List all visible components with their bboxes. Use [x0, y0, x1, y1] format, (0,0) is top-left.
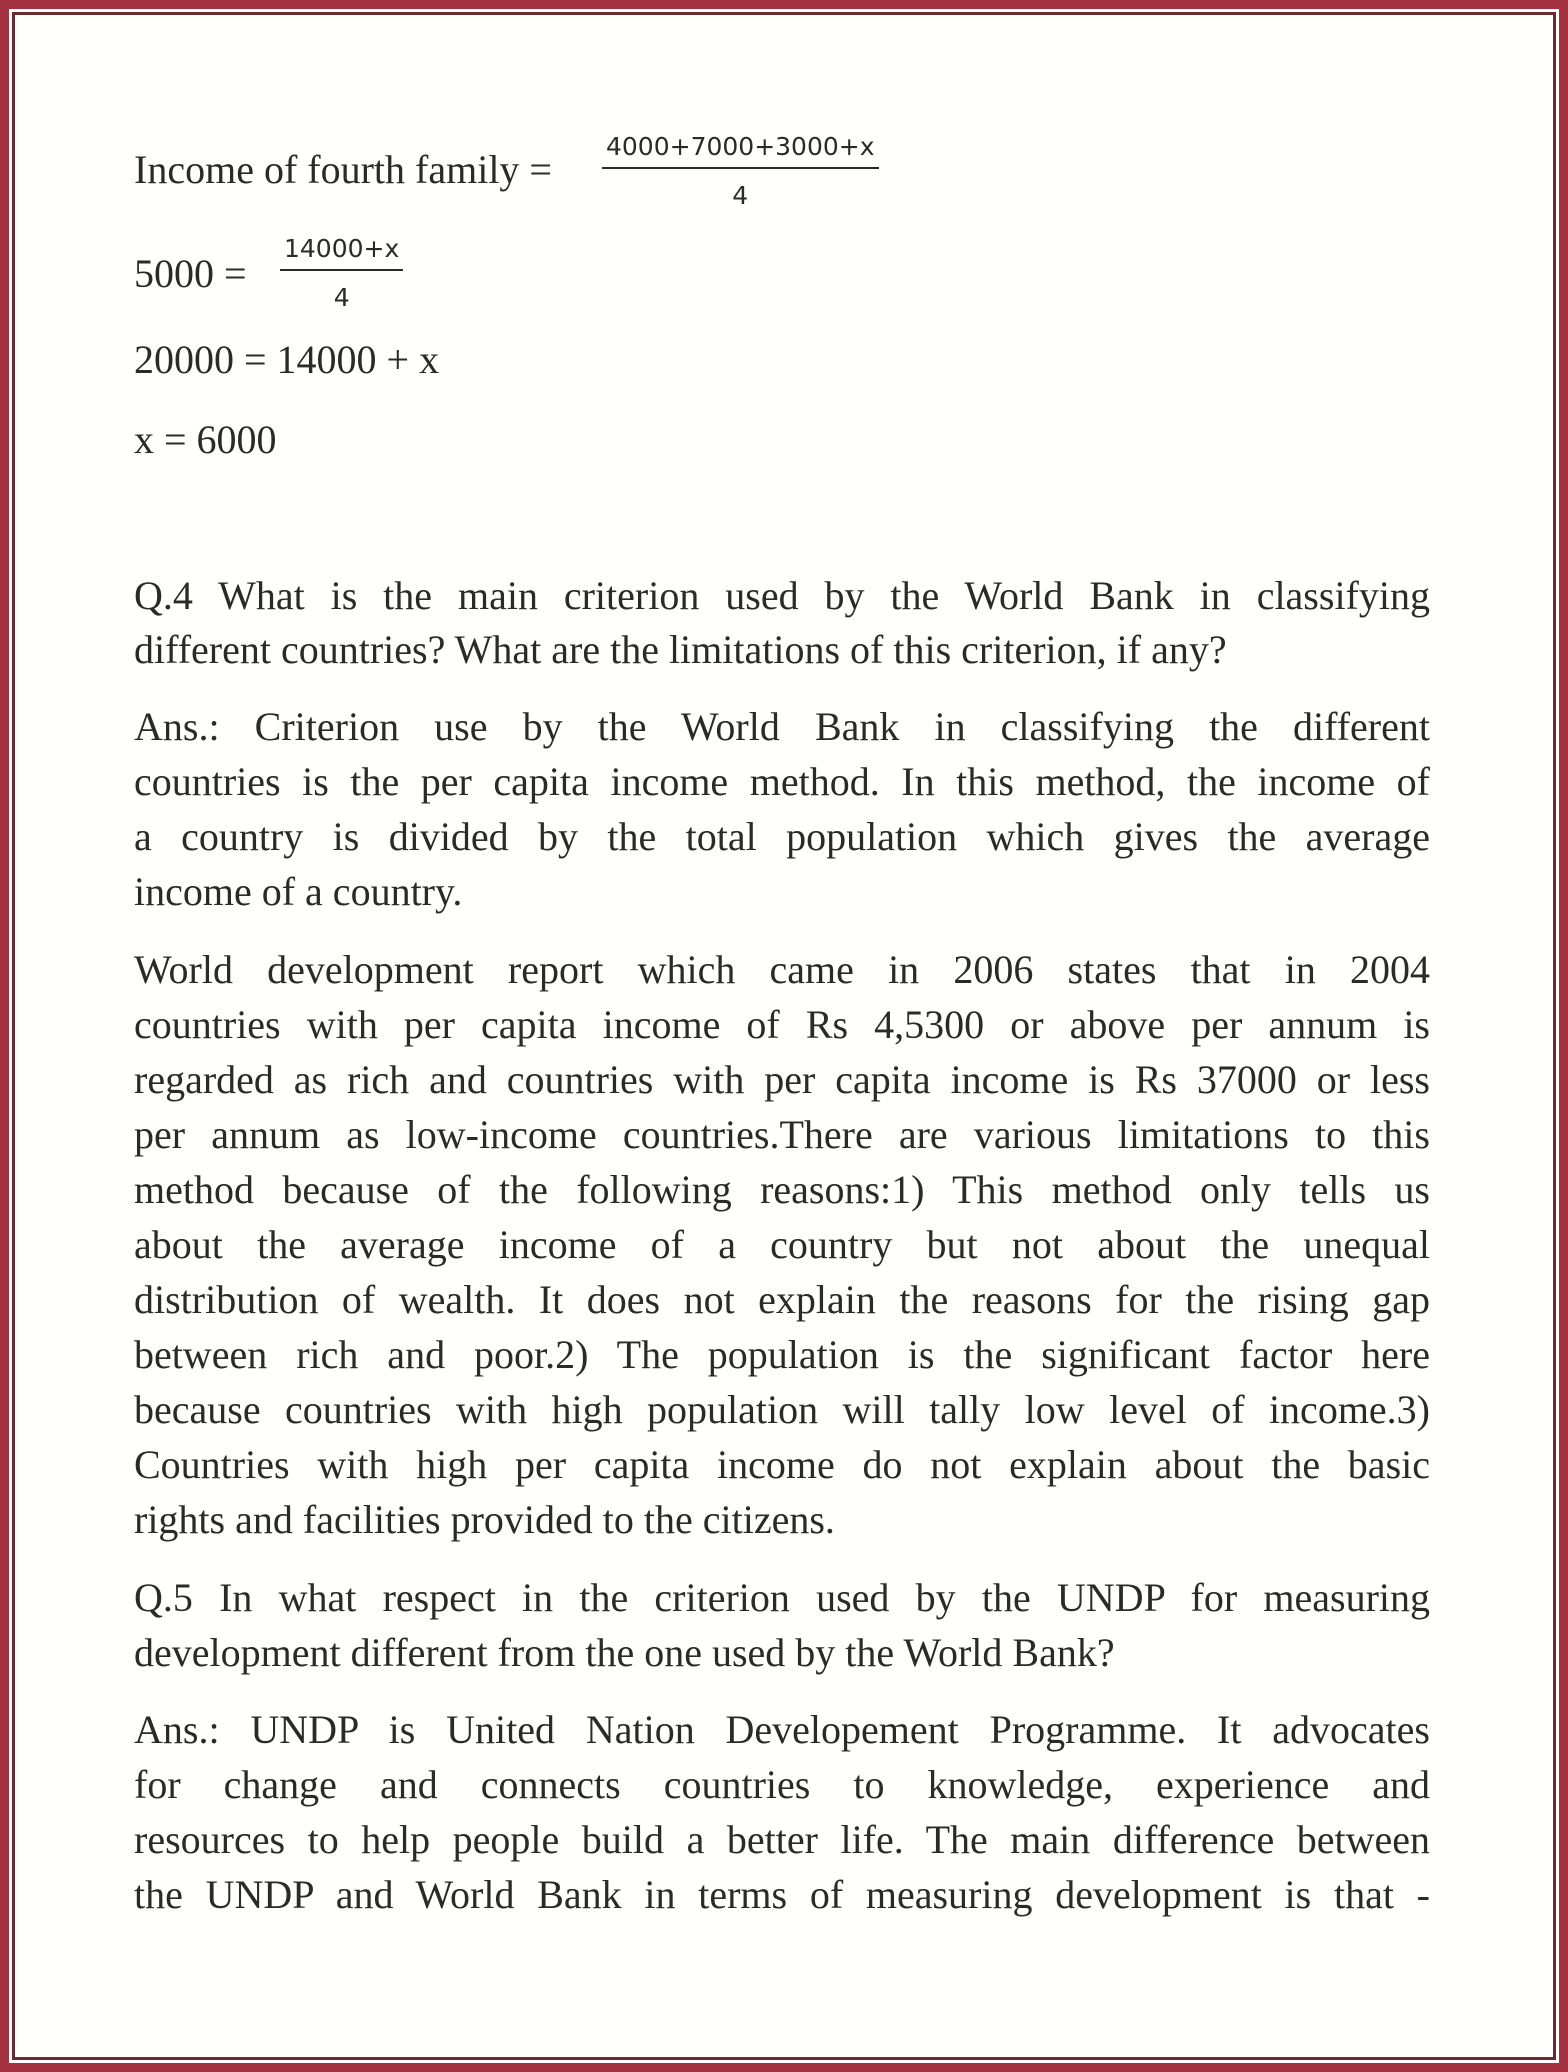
fraction-1-numerator: 4000+7000+3000+x: [606, 132, 875, 161]
q5-question-line-1: Q.5 In what respect in the criterion used by the UNDP for measuring: [134, 1575, 1430, 1620]
q4-answer-p1-line-2: countries is the per capita income method. In this method, the income of: [134, 759, 1430, 804]
fraction-1-denominator: 4: [732, 181, 749, 210]
calc-line-4: x = 6000: [134, 417, 277, 462]
q5-answer-line-3: resources to help people build a better life. The main difference between: [134, 1817, 1430, 1862]
q4-question-line-1: Q.4 What is the main criterion used by the World Bank in classifying: [134, 573, 1430, 618]
q4-answer-p2-line-5: method because of the following reasons:1) This method only tells us: [134, 1167, 1430, 1212]
q5-question-line-2: development different from the one used by the World Bank?: [134, 1630, 1115, 1675]
calc-line-1-label: Income of fourth family =: [134, 147, 552, 192]
calc-line-2-label: 5000 =: [134, 251, 247, 296]
q4-answer-p2-line-6: about the average income of a country but not about the unequal: [134, 1222, 1430, 1267]
q4-answer-p1-line-4: income of a country.: [134, 869, 463, 914]
calc-line-3: 20000 = 14000 + x: [134, 337, 440, 382]
q4-answer-p2-line-1: World development report which came in 2006 states that in 2004: [134, 947, 1430, 992]
q4-answer-p2-line-2: countries with per capita income of Rs 4,5300 or above per annum is: [134, 1002, 1430, 1047]
fraction-2-denominator: 4: [333, 283, 350, 312]
q4-answer-p2-line-10: Countries with high per capita income do not explain about the basic: [134, 1442, 1430, 1487]
q5-answer-line-2: for change and connects countries to knowledge, experience and: [134, 1762, 1430, 1807]
q4-answer-p2-line-9: because countries with high population will tally low level of income.3): [134, 1387, 1430, 1432]
q4-answer-p2-line-8: between rich and poor.2) The population is the significant factor here: [134, 1332, 1430, 1377]
q4-answer-p2-line-11: rights and facilities provided to the citizens.: [134, 1497, 835, 1542]
q4-question-line-2: different countries? What are the limitations of this criterion, if any?: [134, 627, 1227, 672]
q4-answer-p1-line-1: Ans.: Criterion use by the World Bank in classifying the different: [134, 704, 1430, 749]
q5-answer-line-1: Ans.: UNDP is United Nation Developement Programme. It advocates: [134, 1707, 1430, 1752]
fraction-1: [602, 132, 879, 210]
q4-answer-p2-line-4: per annum as low-income countries.There are various limitations to this: [134, 1112, 1430, 1157]
q5-answer-line-4: the UNDP and World Bank in terms of measuring development is that -: [134, 1872, 1430, 1917]
q4-answer-p2-line-3: regarded as rich and countries with per capita income is Rs 37000 or less: [134, 1057, 1430, 1102]
q4-answer-p2-line-7: distribution of wealth. It does not explain the reasons for the rising gap: [134, 1277, 1430, 1322]
fraction-2-numerator: 14000+x: [284, 234, 400, 263]
fraction-2: [280, 234, 403, 312]
q4-answer-p1-line-3: a country is divided by the total population which gives the average: [134, 814, 1430, 859]
